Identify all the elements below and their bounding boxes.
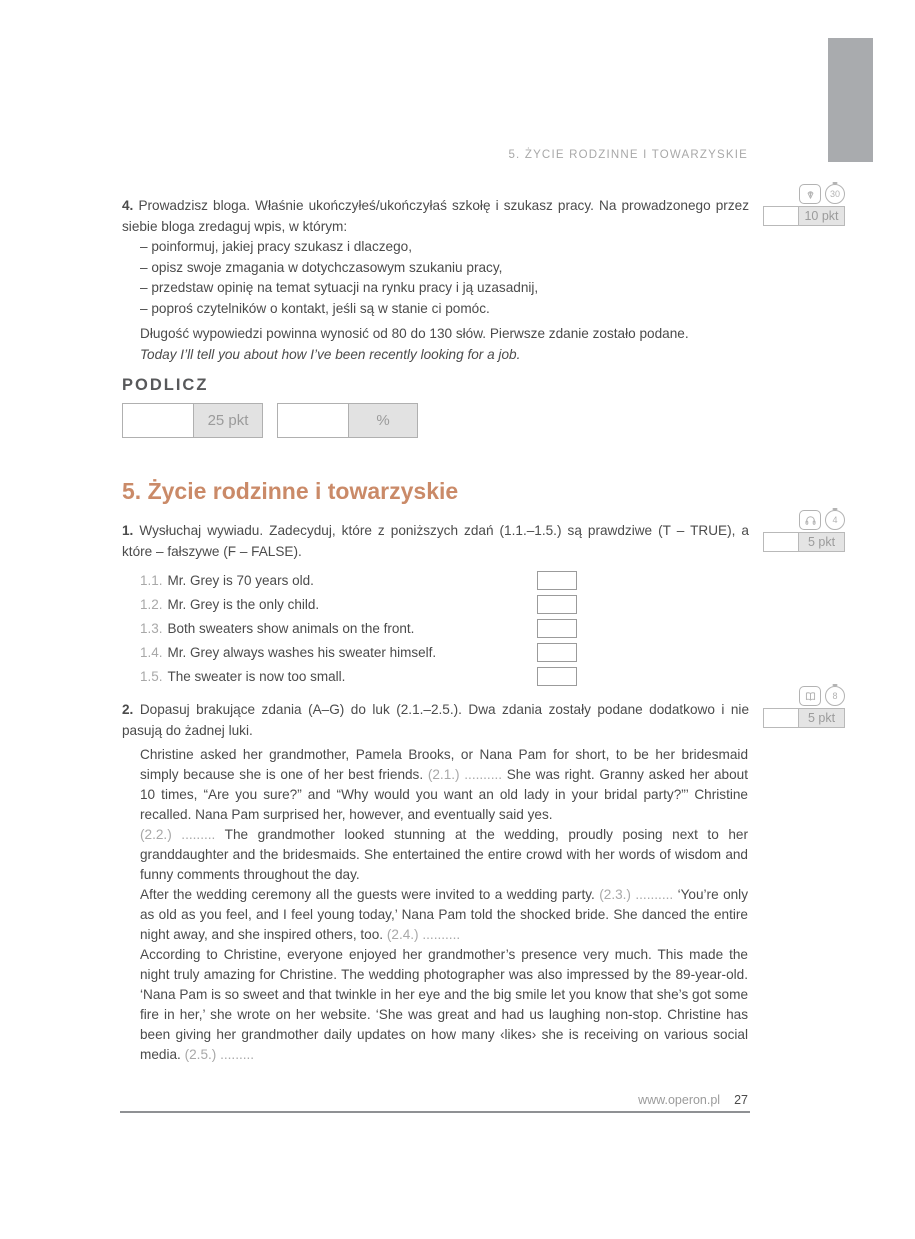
task-4-bullet: – poinformuj, jakiej pracy szukasz i dlaczego, xyxy=(140,239,413,254)
page-number: 27 xyxy=(734,1093,748,1107)
task-1-statements xyxy=(140,569,748,689)
podlicz-boxes xyxy=(122,403,418,438)
statement-text: Mr. Grey is the only child. xyxy=(167,597,320,612)
footer xyxy=(122,1093,748,1107)
footer-rule xyxy=(120,1111,750,1113)
task-2 xyxy=(122,700,749,741)
task-2-badge-icons xyxy=(763,686,845,707)
publisher-url: www.operon.pl xyxy=(638,1093,721,1107)
total-points-input[interactable] xyxy=(123,404,194,437)
task-2-badge xyxy=(763,686,845,728)
statement-text: Mr. Grey is 70 years old. xyxy=(167,573,314,588)
headphones-icon xyxy=(799,510,821,530)
task-2-number: 2. xyxy=(122,702,134,717)
task-2-score-box xyxy=(763,708,845,728)
statement-number: 1.1. xyxy=(140,573,163,588)
score-input[interactable] xyxy=(764,709,799,727)
timer-icon xyxy=(825,686,845,706)
statement-row xyxy=(140,593,748,617)
statement-text: The sweater is now too small. xyxy=(167,669,346,684)
task-4-bullet: – przedstaw opinię na temat sytuacji na rynku pracy i ją uzasadnij, xyxy=(140,280,539,295)
max-points-label: 5 pkt xyxy=(799,533,844,551)
task-4-score-box xyxy=(763,206,845,226)
total-points-label: 25 pkt xyxy=(194,404,262,437)
task-1-number: 1. xyxy=(122,523,134,538)
passage-paragraph: After the wedding ceremony all the guests were invited to a wedding party. (2.3.) .......... ‘You’re only as old as you feel, and I feel young today,’ Nana Pam told the shocked bride. She danced the entire night away, and she inspired others, too. (2.4.) .......... xyxy=(140,887,749,942)
statement-number: 1.4. xyxy=(140,645,163,660)
percent-input[interactable] xyxy=(278,404,349,437)
statement-row xyxy=(140,617,748,641)
timer-minutes: 8 xyxy=(832,691,838,701)
task-4-number: 4. xyxy=(122,198,134,213)
statement-row xyxy=(140,665,748,689)
task-4-bullet: – opisz swoje zmagania w dotychczasowym szukaniu pracy, xyxy=(140,259,503,275)
task-1 xyxy=(122,521,749,562)
timer-icon xyxy=(825,510,845,530)
max-points-label: 5 pkt xyxy=(799,709,844,727)
reading-passage xyxy=(140,745,748,1065)
passage-paragraph: Christine asked her grandmother, Pamela Brooks, or Nana Pam for short, to be her bridesmaid simply because she is one of her best friends. (2.1.) .......... She was right. Granny asked her about 10 times, “Are you sure?” and “Why would you want an old lady in your bridal party?”’ Christine recalled. Nana Pam surprised her, however, and eventually said yes. xyxy=(140,747,749,822)
tf-answer-box-1-3[interactable] xyxy=(537,619,577,638)
task-2-intro: Dopasuj brakujące zdania (A–G) do luk (2.1.–2.5.). Dwa zdania zostały podane dodatkowo i nie pasują do żadnej luki. xyxy=(122,702,750,738)
task-4-length-note: Długość wypowiedzi powinna wynosić od 80 do 130 słów. Pierwsze zdanie zostało podane. xyxy=(140,326,689,341)
pen-icon xyxy=(799,184,821,204)
score-input[interactable] xyxy=(764,533,799,551)
task-1-intro: Wysłuchaj wywiadu. Zadecyduj, które z poniższych zdań (1.1.–1.5.) są prawdziwe (T – TRUE), a które – fałszywe (F – FALSE). xyxy=(122,523,749,559)
running-head: 5. ŻYCIE RODZINNE I TOWARZYSKIE xyxy=(508,149,748,161)
statement-number: 1.2. xyxy=(140,597,163,612)
task-1-score-box xyxy=(763,532,845,552)
task-4-example-sentence: Today I’ll tell you about how I’ve been recently looking for a job. xyxy=(140,346,521,362)
timer-icon xyxy=(825,184,845,204)
statement-text: Both sweaters show animals on the front. xyxy=(167,621,415,636)
task-4-badge xyxy=(763,184,845,226)
percent-box xyxy=(277,403,418,438)
total-points-box xyxy=(122,403,263,438)
task-4 xyxy=(122,196,749,365)
tf-answer-box-1-5[interactable] xyxy=(537,667,577,686)
tf-answer-box-1-4[interactable] xyxy=(537,643,577,662)
book-icon xyxy=(799,686,821,706)
passage-paragraph: According to Christine, everyone enjoyed her grandmother’s presence very much. This made the night truly amazing for Christine. The wedding photographer was also impressed by the 89-year-old. ‘Nana Pam is so sweet and that twinkle in her eye and the big smile let you know that she’s got some fire in her,’ she wrote on her website. ‘She was great and had us laughing non-stop. Christine has been giving her grandmother daily updates on how many ‹likes› she is receiving on various social media. (2.5.) ......... xyxy=(140,947,748,1062)
passage-paragraph: (2.2.) ......... The grandmother looked stunning at the wedding, proudly posing next to her granddaughter and the bridesmaids. She entertained the entire crowd with her words of wisdom and funny comments throughout the day. xyxy=(140,827,749,882)
max-points-label: 10 pkt xyxy=(799,207,844,225)
statement-text: Mr. Grey always washes his sweater himself. xyxy=(167,645,437,660)
score-input[interactable] xyxy=(764,207,799,225)
statement-row xyxy=(140,641,748,665)
task-4-badge-icons xyxy=(763,184,845,205)
task-1-badge xyxy=(763,510,845,552)
tf-answer-box-1-2[interactable] xyxy=(537,595,577,614)
podlicz-title: PODLICZ xyxy=(122,376,209,394)
task-4-bullets xyxy=(122,237,749,319)
task-4-intro: Prowadzisz bloga. Właśnie ukończyłeś/ukończyłaś szkołę i szukasz pracy. Na prowadzonego przez siebie bloga zredaguj wpis, w którym: xyxy=(122,198,749,234)
percent-label: % xyxy=(349,404,417,437)
section-title: 5. Życie rodzinne i towarzyskie xyxy=(122,478,459,504)
chapter-edge-tab xyxy=(828,38,873,162)
tf-answer-box-1-1[interactable] xyxy=(537,571,577,590)
statement-number: 1.5. xyxy=(140,669,163,684)
task-1-badge-icons xyxy=(763,510,845,531)
statement-number: 1.3. xyxy=(140,621,163,636)
timer-minutes: 30 xyxy=(829,189,840,199)
statement-row xyxy=(140,569,748,593)
timer-minutes: 4 xyxy=(832,515,838,525)
task-4-bullet: – poproś czytelników o kontakt, jeśli są w stanie ci pomóc. xyxy=(140,300,490,316)
